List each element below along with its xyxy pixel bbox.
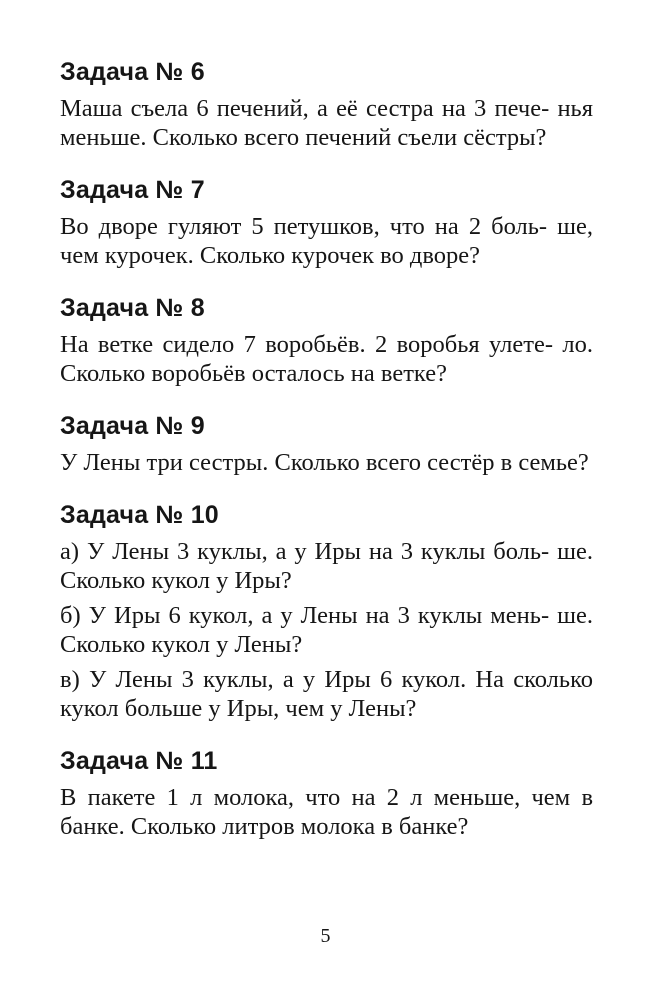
text-line: а) У Лены 3 куклы, а у Иры на 3 куклы боль-: [60, 538, 550, 565]
text-line: сёстры?: [463, 124, 547, 151]
text-line: нья меньше. Сколько всего печений съели: [60, 95, 593, 151]
task-9: [60, 408, 593, 477]
text-line: На ветке сидело 7 воробьёв. 2 воробья улете-: [60, 331, 554, 358]
task-title: Задача № 7: [60, 176, 205, 204]
task-title: Задача № 10: [60, 501, 219, 529]
text-line: ше. Сколько кукол у Лены?: [60, 602, 594, 658]
task-6: [60, 54, 593, 152]
text-line: Во дворе гуляют 5 петушков, что на 2 боль-: [60, 213, 548, 240]
task-8: [60, 290, 593, 388]
text-line: ло. Сколько воробьёв осталось на ветке?: [60, 331, 593, 387]
task-title: Задача № 9: [60, 412, 205, 440]
text-line: в семье?: [500, 449, 589, 476]
task-text: [60, 94, 593, 152]
text-line: ше, чем курочек. Сколько курочек во дворе?: [60, 213, 593, 269]
task-part-c: [60, 665, 593, 723]
task-text: [60, 448, 593, 477]
task-title: Задача № 11: [60, 747, 218, 775]
page-content: [60, 54, 593, 841]
task-text: [60, 783, 593, 841]
text-line: в банке. Сколько литров молока в банке?: [60, 784, 594, 840]
task-10: [60, 497, 593, 723]
text-line: ше. Сколько кукол у Иры?: [60, 538, 593, 594]
text-line: сколько кукол больше у Иры, чем у Лены?: [60, 666, 593, 722]
task-7: [60, 172, 593, 270]
task-part-a: [60, 537, 593, 595]
task-title: Задача № 6: [60, 58, 205, 86]
text-line: Маша съела 6 печений, а её сестра на 3 пече-: [60, 95, 550, 122]
text-line: В пакете 1 л молока, что на 2 л меньше, чем: [60, 784, 571, 811]
task-part-b: [60, 601, 593, 659]
task-text: [60, 212, 593, 270]
task-text: [60, 330, 593, 388]
task-title: Задача № 8: [60, 294, 205, 322]
text-line: в) У Лены 3 куклы, а у Иры 6 кукол. На: [60, 666, 504, 693]
task-11: [60, 743, 593, 841]
text-line: У Лены три сестры. Сколько всего сестёр: [60, 449, 495, 476]
text-line: б) У Иры 6 кукол, а у Лены на 3 куклы мень-: [60, 602, 550, 629]
page-number: 5: [320, 925, 331, 947]
